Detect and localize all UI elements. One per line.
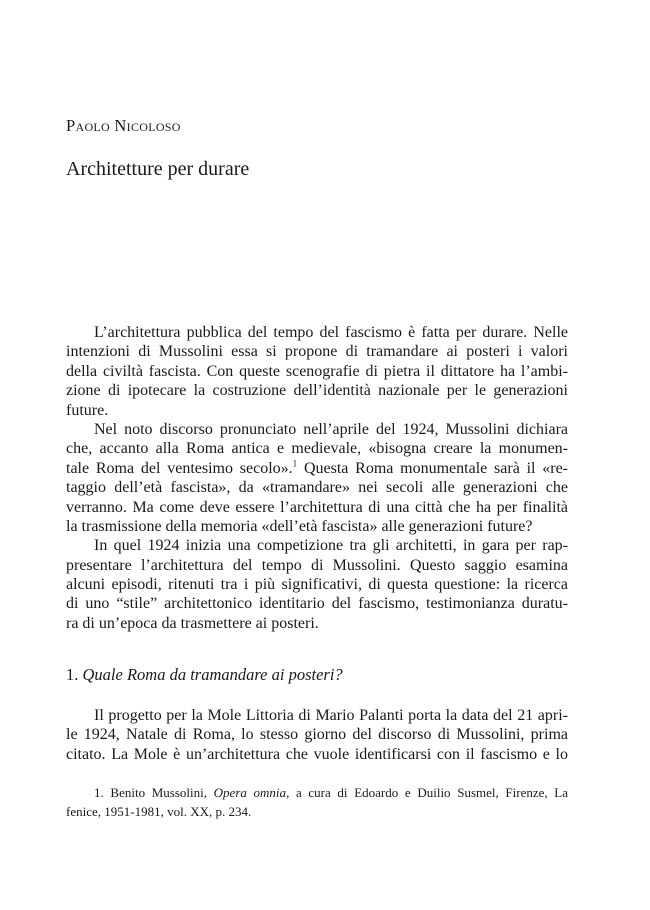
text-line: future. <box>66 401 109 419</box>
section-title: Quale Roma da tramandare ai posteri? <box>82 665 343 684</box>
text-line: verranno. Ma come deve essere l’architettura di una città che ha per finalità <box>66 498 568 516</box>
text-line: Il progetto per la Mole Littoria di Mario Palanti porta la data del 21 apri- <box>94 707 568 724</box>
text-line: presentare l’architettura del tempo di Mussolini. Questo saggio esamina <box>66 556 568 574</box>
author-name: Paolo Nicoloso <box>66 116 181 135</box>
intro-text <box>66 323 568 633</box>
text-segment: Questa Roma monumentale sarà il «re- <box>297 459 569 477</box>
text-line: le 1924, Natale di Roma, lo stesso giorno del discorso di Mussolini, prima <box>66 726 568 744</box>
text-line: zione di ipotecare la costruzione dell’identità nazionale per le generazioni <box>66 382 568 400</box>
text-line: che, accanto alla Roma antica e medievale, «bisogna creare la monumen- <box>66 440 568 458</box>
text-line: citato. La Mole è un’architettura che vuole identificarsi con il fascismo e lo <box>66 745 568 763</box>
footnote-line: fenice, 1951-1981, vol. XX, p. 234. <box>66 803 252 819</box>
text-line: della civiltà fascista. Con queste scenografie di pietra il dittatore ha l’ambi- <box>66 362 568 380</box>
footnote-work: Opera omnia <box>213 785 287 800</box>
text-segment: tale Roma del ventesimo secolo». <box>66 459 293 477</box>
text-line: di uno “stile” architettonico identitario del fascismo, testimonianza duratu- <box>66 595 568 613</box>
footnote <box>66 784 568 821</box>
text-line: la trasmissione della memoria «dell’età fascista» alle generazioni future? <box>66 517 533 535</box>
footnote-reference[interactable]: 1 <box>292 458 298 469</box>
footnote-number: 1. Benito Mussolini, <box>94 785 214 800</box>
section-body-text <box>66 706 568 764</box>
footnote-citation: , a cura di Edoardo e Duilio Susmel, Firenze, La <box>286 785 569 800</box>
text-line: alcuni episodi, ritenuti tra i più significativi, di questa questione: la ricerca <box>66 576 568 594</box>
essay-title: Architetture per durare <box>66 158 250 180</box>
footnote-line <box>66 784 568 803</box>
section-heading <box>66 665 343 685</box>
text-line: taggio dell’età fascista», da «tramandare» nei secoli alle generazioni che <box>66 479 568 497</box>
text-line: Nel noto discorso pronunciato nell’aprile del 1924, Mussolini dichiara <box>94 420 568 438</box>
text-line: L’architettura pubblica del tempo del fascismo è fatta per durare. Nelle <box>94 324 568 341</box>
text-line: ra di un’epoca da trasmettere ai posteri. <box>66 614 319 632</box>
text-line: intenzioni di Mussolini essa si propone di tramandare ai posteri i valori <box>66 343 568 361</box>
text-line <box>66 459 568 478</box>
text-line: In quel 1924 inizia una competizione tra gli architetti, in gara per rap- <box>94 537 568 555</box>
section-number: 1. <box>66 665 83 684</box>
